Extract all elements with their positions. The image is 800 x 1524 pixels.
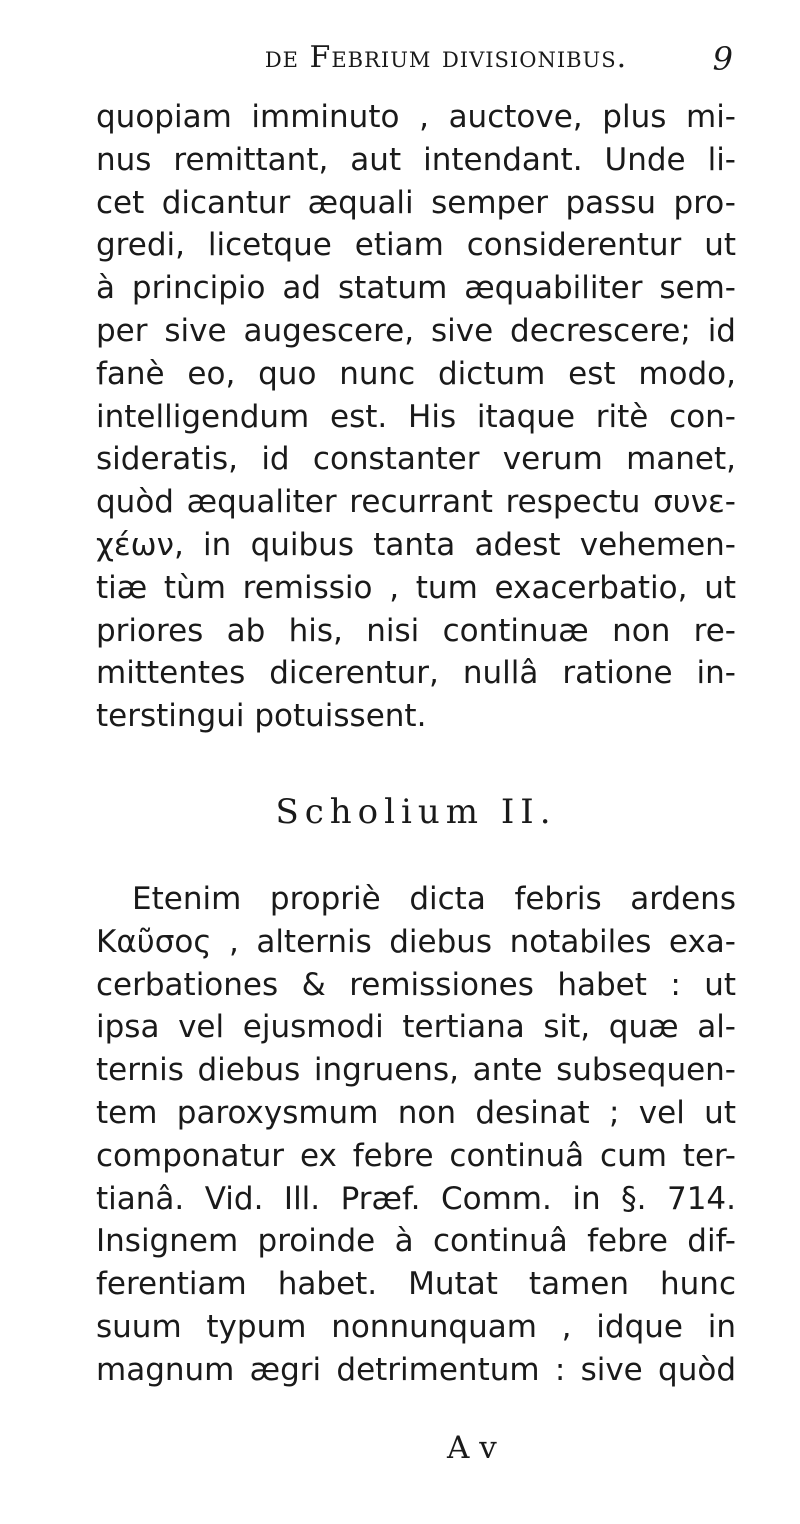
text-line: gredi, licetque etiam considerentur ut: [96, 227, 736, 264]
text-line: fanè eo, quo nunc dictum est modo,: [96, 355, 736, 392]
text-line: nus remittant, aut intendant. Unde li-: [96, 141, 736, 178]
paragraph-1: [96, 96, 736, 738]
text-line: χέων, in quibus tanta adest vehemen-: [96, 526, 736, 563]
catchword: A v: [447, 1430, 497, 1466]
text-line: Etenim propriè dicta febris ardens: [132, 880, 736, 917]
text-line: Insignem proinde à continuâ febre dif-: [96, 1223, 736, 1260]
text-line: ternis diebus ingruens, ante subsequen-: [96, 1052, 736, 1089]
text-line: quopiam imminuto , auctove, plus mi-: [96, 99, 736, 135]
text-line: suum typum nonnunquam , idque in: [96, 1308, 736, 1345]
text-line: magnum ægri detrimentum : sive quòd: [96, 1351, 736, 1388]
text-line: quòd æqualiter recurrant respectu συνε-: [96, 484, 736, 521]
text-line: sideratis, id constanter verum manet,: [96, 441, 736, 478]
text-line: à principio ad statum æquabiliter sem-: [96, 270, 736, 307]
text-line: tem paroxysmum non desinat ; vel ut: [96, 1094, 736, 1131]
text-line: intelligendum est. His itaque ritè con-: [96, 398, 736, 435]
text-line: terstingui potuissent.: [96, 698, 427, 735]
text-line: componatur ex febre continuâ cum ter-: [96, 1137, 736, 1174]
text-line: ferentiam habet. Mutat tamen hunc: [96, 1266, 736, 1303]
text-line: priores ab his, nisi continuæ non re-: [96, 612, 736, 649]
text-line: mittentes dicerentur, nullâ ratione in-: [96, 655, 736, 692]
text-line: cerbationes & remissiones habet : ut: [96, 966, 736, 1003]
running-title: de Febrium divisionibus.: [264, 40, 628, 75]
text-line: cet dicantur æquali semper passu pro-: [96, 184, 736, 221]
section-heading: Scholium II.: [275, 791, 557, 832]
text-line: ipsa vel ejusmodi tertiana sit, quæ al-: [96, 1009, 736, 1046]
page-number: 9: [712, 40, 734, 78]
running-header: [96, 40, 736, 96]
paragraph-2: [96, 878, 736, 1392]
text-line: tiæ tùm remissio , tum exacerbatio, ut: [96, 569, 736, 606]
text-line: tianâ. Vid. Ill. Præf. Comm. in §. 714.: [96, 1180, 736, 1217]
text-line: Καῦσος , alternis diebus notabiles exa-: [96, 923, 736, 960]
text-line: per sive augescere, sive decrescere; id: [96, 312, 736, 349]
book-page: [96, 40, 736, 1392]
